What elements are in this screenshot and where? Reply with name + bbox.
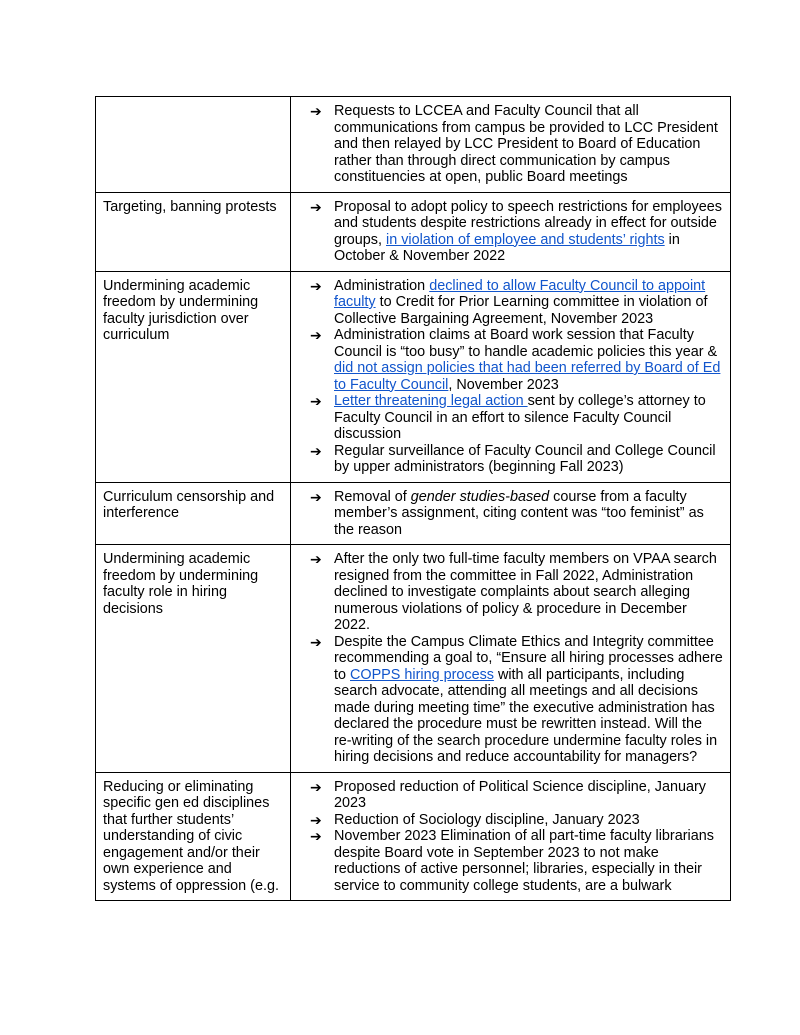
inline-link[interactable]: COPPS hiring process: [350, 666, 494, 683]
arrow-bullet-icon: ➔: [310, 327, 322, 343]
text-segment: Administration: [334, 277, 430, 294]
arrow-bullet-icon: ➔: [310, 828, 322, 844]
arrow-bullet-icon: ➔: [310, 778, 322, 795]
list-item: [298, 278, 723, 328]
list-item-text: [334, 278, 723, 328]
category-cell: [96, 772, 291, 901]
list-item-text: [334, 103, 723, 186]
items-cell: [291, 97, 731, 193]
list-item: [298, 103, 723, 186]
category-cell: [96, 482, 291, 545]
list-item: [298, 327, 723, 393]
list-item: [298, 551, 723, 634]
list-item-text: [334, 393, 723, 443]
text-segment: , November 2023: [448, 376, 559, 393]
text-segment: sent by college’s attorney to Faculty Council in an effort to silence Faculty Council discussion: [334, 393, 706, 442]
list-item: [298, 828, 723, 894]
items-cell: [291, 192, 731, 271]
category-label: Undermining academic freedom by undermining faculty role in hiring decisions: [103, 551, 259, 617]
issues-table: [95, 96, 731, 901]
list-item-text: [334, 812, 723, 829]
list-item: [298, 812, 723, 829]
inline-link[interactable]: in violation of employee and students’ rights: [386, 231, 665, 248]
list-item-text: [334, 551, 723, 634]
table-row: [96, 271, 731, 482]
text-segment: course from a faculty member’s assignment, citing content was “too feminist” as the reason: [334, 488, 704, 538]
list-item: [298, 779, 723, 812]
items-cell: [291, 482, 731, 545]
text-segment: Administration claims at Board work session that Faculty Council is “too busy” to handle academic policies this year &: [334, 327, 718, 360]
category-label: Undermining academic freedom by undermining faculty jurisdiction over curriculum: [103, 277, 259, 343]
list-item-text: [334, 779, 723, 812]
inline-link[interactable]: Letter threatening legal action: [334, 393, 528, 409]
arrow-bullet-icon: ➔: [310, 198, 322, 215]
list-item-text: [334, 828, 723, 894]
text-segment: Despite the Campus Climate Ethics and Integrity committee recommending a goal to, “Ensure all hiring processes adhere to: [334, 633, 723, 683]
items-cell: [291, 271, 731, 482]
category-cell: [96, 545, 291, 773]
italic-text: gender studies-based: [410, 488, 550, 505]
arrow-bullet-icon: ➔: [310, 277, 322, 294]
text-segment: Regular surveillance of Faculty Council and College Council by upper administrators (beginning Fall 2023): [334, 442, 716, 475]
text-segment: After the only two full-time faculty members on VPAA search resigned from the committee in Fall 2022, Administration declined to investigate complaints about search alleging numerous violations of policy & procedure in December 2022.: [334, 551, 717, 633]
table-row: [96, 482, 731, 545]
list-item: [298, 393, 723, 443]
arrow-bullet-icon: ➔: [310, 551, 322, 567]
items-cell: [291, 545, 731, 773]
text-segment: November 2023 Elimination of all part-time faculty librarians despite Board vote in September 2023 to not make reductions of active personnel; libraries, especially in their service to community college students, are a bulwark: [334, 828, 714, 894]
text-segment: to Credit for Prior Learning committee in violation of Collective Bargaining Agreement, November 2023: [334, 294, 708, 327]
text-segment: Proposal to adopt policy to speech restrictions for employees and students despite restrictions already in effect for outside groups,: [334, 198, 722, 248]
list-item: [298, 489, 723, 539]
list-item-text: [334, 489, 723, 539]
category-label: Reducing or eliminating specific gen ed disciplines that further students’ understanding of civic engagement and/or their own experience and systems of oppression (e.g.: [103, 778, 279, 894]
items-cell: [291, 772, 731, 901]
table-row: [96, 772, 731, 901]
list-item: [298, 634, 723, 766]
category-cell: [96, 271, 291, 482]
category-cell: [96, 192, 291, 271]
table-row: [96, 192, 731, 271]
arrow-bullet-icon: ➔: [310, 103, 322, 119]
text-segment: in October & November 2022: [334, 231, 680, 264]
text-segment: Reduction of Sociology discipline, January 2023: [334, 811, 640, 828]
list-item-text: [334, 199, 723, 265]
list-item-text: [334, 443, 723, 476]
arrow-bullet-icon: ➔: [310, 488, 322, 505]
arrow-bullet-icon: ➔: [310, 633, 322, 650]
table-body: [96, 97, 731, 901]
category-cell: [96, 97, 291, 193]
category-label: Targeting, banning protests: [103, 198, 277, 215]
category-label: Curriculum censorship and interference: [103, 488, 275, 521]
text-segment: Proposed reduction of Political Science discipline, January 2023: [334, 778, 706, 811]
arrow-bullet-icon: ➔: [310, 442, 322, 459]
arrow-bullet-icon: ➔: [310, 393, 322, 409]
text-segment: with all participants, including search advocate, attending all meetings and all decisions made during meeting time” the executive administration has declared the procedure must be rewritten instead. Will the re-writing of the search procedure undermine faculty roles in hiring decisions and reduce accountability for managers?: [334, 666, 718, 765]
inline-link[interactable]: declined to allow Faculty Council to appoint faculty: [334, 277, 706, 310]
list-item: [298, 199, 723, 265]
list-item-text: [334, 327, 723, 393]
text-segment: Removal of: [334, 488, 411, 505]
table-row: [96, 545, 731, 773]
list-item-text: [334, 634, 723, 766]
text-segment: Requests to LCCEA and Faculty Council that all communications from campus be provided to LCC President and then relayed by LCC President to Board of Education rather than through direct communication by campus constituencies at open, public Board meetings: [334, 103, 718, 185]
arrow-bullet-icon: ➔: [310, 811, 322, 828]
inline-link[interactable]: did not assign policies that had been referred by Board of Ed to Faculty Council: [334, 360, 721, 393]
table-row: [96, 97, 731, 193]
list-item: [298, 443, 723, 476]
